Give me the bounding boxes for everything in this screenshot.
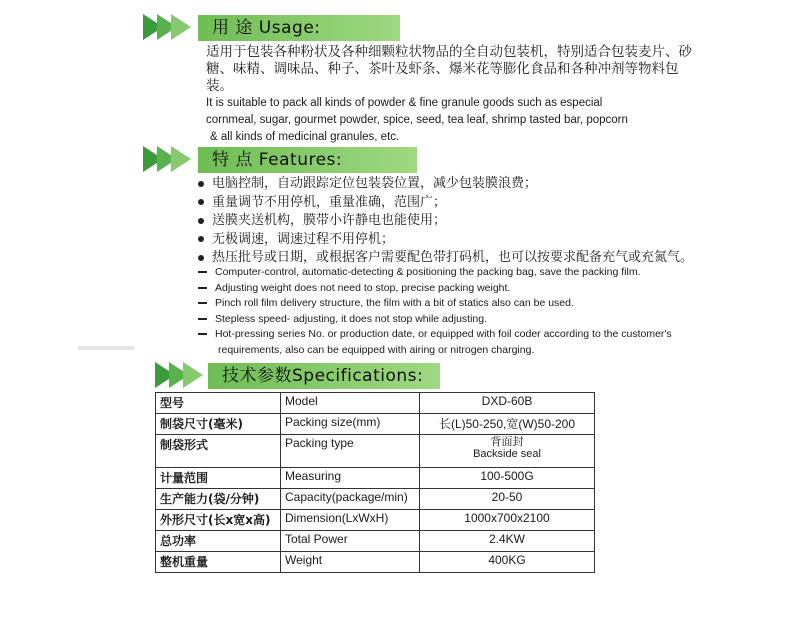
bullet-icon [198,181,204,187]
spec-value-cell: 1000x700x2100 [420,510,595,531]
usage-en-line-1: It is suitable to pack all kinds of powder & fine granule goods such as especial [206,97,603,109]
features-heading: 特 点 Features: [198,147,417,173]
table-row [156,435,595,468]
spec-en-cell: Measuring [281,468,420,489]
spec-zh-cell: 型号 [156,393,281,414]
dash-icon [198,318,207,320]
list-item: 电脑控制，自动跟踪定位包装袋位置，减少包装膜浪费； [198,175,693,194]
usage-zh-text: 适用于包装各种粉状及各种细颗粒状物品的全自动包装机，特别适合包装麦片、砂糖、味精、调味品、种子、茶叶及虾条、爆米花等膨化食品和各种冲剂等物料包装。 [206,44,692,94]
features-en-list [198,265,672,358]
spec-en-cell: Total Power [281,531,420,552]
spec-value-cell: 长(L)50-250,宽(W)50-200 [420,414,595,435]
table-row [156,552,595,573]
spec-zh-cell: 生产能力(袋/分钟) [156,489,281,510]
dash-icon [198,271,207,273]
features-zh-list [198,175,693,268]
bullet-icon [198,199,204,205]
list-item: Hot-pressing series No. or production date, or equipped with foil coder according to the customer's [198,327,672,343]
usage-en-line-2: cornmeal, sugar, gourmet powder, spice, seed, tea leaf, shrimp tasted bar, popcorn [206,114,628,126]
bullet-icon [198,218,204,224]
list-item: Adjusting weight does not need to stop, precise packing weight. [198,281,672,297]
spec-zh-cell: 制袋形式 [156,435,281,468]
list-item-continuation: requirements, also can be equipped with airing or nitrogen charging. [218,343,535,356]
features-arrows-icon [143,146,185,172]
spec-en-cell: Packing size(mm) [281,414,420,435]
dash-icon [198,333,207,335]
spec-value-cell: DXD-60B [420,393,595,414]
spec-zh-cell: 整机重量 [156,552,281,573]
list-item: 无极调速，调速过程不用停机； [198,231,693,250]
spec-zh-cell: 外形尺寸(长x宽x高) [156,510,281,531]
table-row [156,531,595,552]
bullet-icon [198,255,204,261]
list-item: 送膜夹送机构，膜带小许静电也能使用； [198,212,693,231]
spec-value-cell: 400KG [420,552,595,573]
usage-en-line-3: & all kinds of medicinal granules, etc. [210,131,400,143]
spec-value-cell: 背面封 Backside seal [420,435,595,468]
list-item: 重量调节不用停机，重量准确，范围广； [198,194,693,213]
specs-arrows-icon [155,362,197,388]
spec-en-cell: Model [281,393,420,414]
specs-table [155,392,595,573]
spec-value-cell: 2.4KW [420,531,595,552]
table-row [156,510,595,531]
specs-heading: 技术参数Specifications: [208,363,440,389]
spec-en-cell: Capacity(package/min) [281,489,420,510]
spec-zh-cell: 制袋尺寸(毫米) [156,414,281,435]
table-row [156,393,595,414]
divider [78,346,134,350]
list-item: Computer-control, automatic-detecting & positioning the packing bag, save the packing film. [198,265,672,281]
usage-arrows-icon [143,14,185,40]
list-item: Pinch roll film delivery structure, the film with a bit of statics also can be used. [198,296,672,312]
bullet-icon [198,236,204,242]
dash-icon [198,287,207,289]
table-row [156,414,595,435]
table-row [156,468,595,489]
list-item: 热压批号或日期，或根据客户需要配色带打码机，也可以按要求配备充气或充氮气。 [198,249,693,268]
spec-value-cell: 100-500G [420,468,595,489]
spec-en-cell: Weight [281,552,420,573]
spec-en-cell: Dimension(LxWxH) [281,510,420,531]
spec-zh-cell: 总功率 [156,531,281,552]
table-row [156,489,595,510]
list-item: Stepless speed- adjusting, it does not stop while adjusting. [198,312,672,328]
usage-heading: 用 途 Usage: [198,15,400,41]
spec-zh-cell: 计量范围 [156,468,281,489]
dash-icon [198,302,207,304]
spec-value-cell: 20-50 [420,489,595,510]
spec-en-cell: Packing type [281,435,420,468]
